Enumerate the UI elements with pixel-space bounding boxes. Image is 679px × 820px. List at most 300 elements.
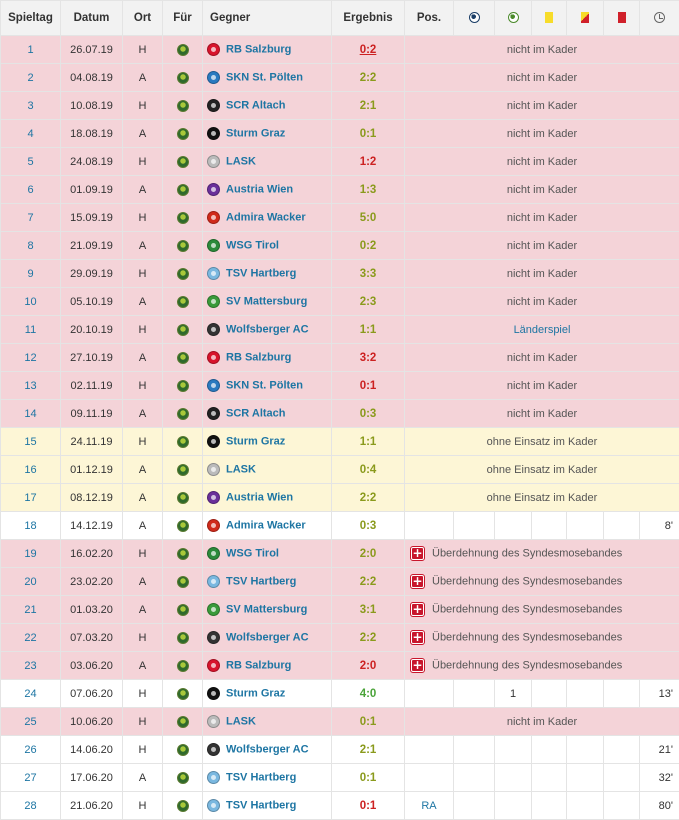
match-venue: H bbox=[123, 736, 163, 764]
match-date: 29.09.19 bbox=[61, 260, 123, 288]
opponent-crest-icon[interactable] bbox=[207, 155, 220, 168]
match-result-link[interactable]: 0:1 bbox=[359, 715, 377, 728]
opponent-cell bbox=[203, 372, 332, 400]
for-club-cell bbox=[163, 400, 203, 428]
col-for[interactable]: Für bbox=[163, 1, 203, 36]
rapid-wien-crest-icon[interactable] bbox=[177, 800, 189, 812]
matchday-link[interactable]: 24 bbox=[1, 680, 61, 708]
match-result-cell bbox=[332, 204, 405, 232]
match-result-cell bbox=[332, 288, 405, 316]
opponent-cell bbox=[203, 120, 332, 148]
rapid-wien-crest-icon[interactable] bbox=[177, 268, 189, 280]
position-cell: RA bbox=[405, 792, 454, 820]
injury-note bbox=[405, 624, 679, 652]
matchday-link[interactable]: 8 bbox=[1, 232, 61, 260]
table-row bbox=[1, 708, 679, 736]
match-result-link[interactable]: 1:2 bbox=[359, 155, 377, 168]
match-date: 16.02.20 bbox=[61, 540, 123, 568]
matchday-link[interactable]: 12 bbox=[1, 344, 61, 372]
matchday-link[interactable]: 23 bbox=[1, 652, 61, 680]
opponent-link[interactable]: RB Salzburg bbox=[226, 659, 292, 672]
col-assists[interactable] bbox=[495, 1, 532, 36]
match-result-link[interactable]: 1:1 bbox=[359, 323, 377, 336]
injury-note bbox=[405, 540, 679, 568]
opponent-crest-icon[interactable] bbox=[207, 99, 220, 112]
minutes-cell: 32' bbox=[640, 764, 679, 792]
matchday-link[interactable]: 11 bbox=[1, 316, 61, 344]
matchday-link[interactable]: 10 bbox=[1, 288, 61, 316]
injury-text: Überdehnung des Syndesmosebandes bbox=[432, 575, 623, 588]
opponent-link[interactable]: Austria Wien bbox=[226, 491, 294, 504]
col-matchday[interactable]: Spieltag bbox=[1, 1, 61, 36]
yellow-red-cards-cell bbox=[567, 764, 604, 792]
col-result[interactable]: Ergebnis bbox=[332, 1, 405, 36]
rapid-wien-crest-icon[interactable] bbox=[177, 464, 189, 476]
opponent-crest-icon[interactable] bbox=[207, 379, 220, 392]
assists-cell bbox=[495, 764, 532, 792]
opponent-crest-icon[interactable] bbox=[207, 211, 220, 224]
match-venue: H bbox=[123, 428, 163, 456]
squad-status-note: nicht im Kader bbox=[405, 120, 679, 148]
match-date: 17.06.20 bbox=[61, 764, 123, 792]
position-cell bbox=[405, 736, 454, 764]
opponent-cell bbox=[203, 764, 332, 792]
col-red[interactable] bbox=[604, 1, 640, 36]
opponent-cell bbox=[203, 288, 332, 316]
match-result-link[interactable]: 0:3 bbox=[359, 407, 377, 420]
opponent-crest-icon[interactable] bbox=[207, 603, 220, 616]
opponent-crest-icon[interactable] bbox=[207, 491, 220, 504]
rapid-wien-crest-icon[interactable] bbox=[177, 576, 189, 588]
table-row bbox=[1, 680, 679, 708]
match-venue: H bbox=[123, 92, 163, 120]
matchday-link[interactable]: 16 bbox=[1, 456, 61, 484]
yellow-red-card-icon bbox=[581, 12, 589, 23]
assists-cell: 1 bbox=[495, 680, 532, 708]
match-result-link[interactable]: 0:1 bbox=[359, 771, 377, 784]
opponent-link[interactable]: TSV Hartberg bbox=[226, 267, 297, 280]
rapid-wien-crest-icon[interactable] bbox=[177, 492, 189, 504]
match-date: 18.08.19 bbox=[61, 120, 123, 148]
assists-cell bbox=[495, 792, 532, 820]
match-result-link[interactable]: 0:1 bbox=[359, 379, 377, 392]
matchday-link[interactable]: 1 bbox=[1, 36, 61, 64]
matchday-link[interactable]: 17 bbox=[1, 484, 61, 512]
yellow-cards-cell bbox=[532, 764, 567, 792]
opponent-crest-icon[interactable] bbox=[207, 295, 220, 308]
opponent-cell bbox=[203, 680, 332, 708]
for-club-cell bbox=[163, 512, 203, 540]
opponent-link[interactable]: Wolfsberger AC bbox=[226, 323, 309, 336]
opponent-crest-icon[interactable] bbox=[207, 547, 220, 560]
match-result-link[interactable]: 2:2 bbox=[359, 71, 377, 84]
match-result-link[interactable]: 2:1 bbox=[359, 743, 377, 756]
match-result-link[interactable]: 3:2 bbox=[359, 351, 377, 364]
squad-status-note: nicht im Kader bbox=[405, 288, 679, 316]
for-club-cell bbox=[163, 176, 203, 204]
table-row bbox=[1, 512, 679, 540]
table-row bbox=[1, 120, 679, 148]
clock-icon bbox=[654, 12, 665, 23]
match-date: 23.02.20 bbox=[61, 568, 123, 596]
matchday-link[interactable]: 19 bbox=[1, 540, 61, 568]
opponent-crest-icon[interactable] bbox=[207, 435, 220, 448]
squad-status-note: nicht im Kader bbox=[405, 204, 679, 232]
opponent-link[interactable]: RB Salzburg bbox=[226, 43, 292, 56]
opponent-link[interactable]: LASK bbox=[226, 463, 256, 476]
rapid-wien-crest-icon[interactable] bbox=[177, 44, 189, 56]
rapid-wien-crest-icon[interactable] bbox=[177, 240, 189, 252]
match-result-cell bbox=[332, 540, 405, 568]
for-club-cell bbox=[163, 372, 203, 400]
for-club-cell bbox=[163, 92, 203, 120]
table-row bbox=[1, 92, 679, 120]
assists-cell bbox=[495, 512, 532, 540]
match-result-link[interactable]: 2:1 bbox=[359, 99, 377, 112]
opponent-link[interactable]: Wolfsberger AC bbox=[226, 743, 309, 756]
opponent-cell bbox=[203, 260, 332, 288]
rapid-wien-crest-icon[interactable] bbox=[177, 520, 189, 532]
opponent-cell bbox=[203, 652, 332, 680]
for-club-cell bbox=[163, 484, 203, 512]
match-result-cell bbox=[332, 92, 405, 120]
table-row bbox=[1, 204, 679, 232]
match-venue: A bbox=[123, 232, 163, 260]
table-row bbox=[1, 148, 679, 176]
table-row bbox=[1, 64, 679, 92]
col-date[interactable]: Datum bbox=[61, 1, 123, 36]
opponent-cell bbox=[203, 204, 332, 232]
squad-status-note: nicht im Kader bbox=[405, 92, 679, 120]
matchday-link[interactable]: 20 bbox=[1, 568, 61, 596]
opponent-cell bbox=[203, 512, 332, 540]
for-club-cell bbox=[163, 148, 203, 176]
rapid-wien-crest-icon[interactable] bbox=[177, 772, 189, 784]
match-result-cell bbox=[332, 624, 405, 652]
match-result-cell bbox=[332, 596, 405, 624]
matchday-link[interactable]: 2 bbox=[1, 64, 61, 92]
match-venue: A bbox=[123, 288, 163, 316]
match-result-cell bbox=[332, 64, 405, 92]
for-club-cell bbox=[163, 120, 203, 148]
match-result-link[interactable]: 0:3 bbox=[359, 519, 377, 532]
for-club-cell bbox=[163, 204, 203, 232]
match-date: 02.11.19 bbox=[61, 372, 123, 400]
assist-ball-icon bbox=[508, 12, 519, 23]
opponent-crest-icon[interactable] bbox=[207, 659, 220, 672]
table-row bbox=[1, 344, 679, 372]
opponent-crest-icon[interactable] bbox=[207, 463, 220, 476]
squad-status-note: nicht im Kader bbox=[405, 708, 679, 736]
match-date: 24.11.19 bbox=[61, 428, 123, 456]
opponent-crest-icon[interactable] bbox=[207, 799, 220, 812]
injury-icon bbox=[411, 631, 424, 644]
match-result-link[interactable]: 4:0 bbox=[359, 687, 377, 700]
match-date: 21.09.19 bbox=[61, 232, 123, 260]
opponent-link[interactable]: Sturm Graz bbox=[226, 687, 286, 700]
matchday-link[interactable]: 7 bbox=[1, 204, 61, 232]
injury-note bbox=[405, 596, 679, 624]
opponent-link[interactable]: Austria Wien bbox=[226, 183, 294, 196]
match-venue: H bbox=[123, 708, 163, 736]
opponent-crest-icon[interactable] bbox=[207, 323, 220, 336]
yellow-red-cards-cell bbox=[567, 680, 604, 708]
table-row bbox=[1, 652, 679, 680]
match-venue: A bbox=[123, 652, 163, 680]
opponent-crest-icon[interactable] bbox=[207, 519, 220, 532]
opponent-crest-icon[interactable] bbox=[207, 267, 220, 280]
rapid-wien-crest-icon[interactable] bbox=[177, 352, 189, 364]
injury-text: Überdehnung des Syndesmosebandes bbox=[432, 631, 623, 644]
squad-status-note: ohne Einsatz im Kader bbox=[405, 484, 679, 512]
goals-cell bbox=[454, 512, 495, 540]
match-venue: A bbox=[123, 456, 163, 484]
opponent-crest-icon[interactable] bbox=[207, 771, 220, 784]
rapid-wien-crest-icon[interactable] bbox=[177, 436, 189, 448]
opponent-crest-icon[interactable] bbox=[207, 715, 220, 728]
squad-status-note: nicht im Kader bbox=[405, 400, 679, 428]
match-result-link[interactable]: 2:2 bbox=[359, 575, 377, 588]
opponent-crest-icon[interactable] bbox=[207, 183, 220, 196]
match-date: 15.09.19 bbox=[61, 204, 123, 232]
col-opponent[interactable]: Gegner bbox=[203, 1, 332, 36]
opponent-link[interactable]: RB Salzburg bbox=[226, 351, 292, 364]
matchday-link[interactable]: 9 bbox=[1, 260, 61, 288]
rapid-wien-crest-icon[interactable] bbox=[177, 156, 189, 168]
match-result-cell bbox=[332, 568, 405, 596]
for-club-cell bbox=[163, 624, 203, 652]
squad-status-note: nicht im Kader bbox=[405, 372, 679, 400]
opponent-cell bbox=[203, 456, 332, 484]
position-cell bbox=[405, 512, 454, 540]
match-venue: A bbox=[123, 64, 163, 92]
matchday-link[interactable]: 14 bbox=[1, 400, 61, 428]
rapid-wien-crest-icon[interactable] bbox=[177, 212, 189, 224]
rapid-wien-crest-icon[interactable] bbox=[177, 604, 189, 616]
matchday-link[interactable]: 25 bbox=[1, 708, 61, 736]
for-club-cell bbox=[163, 232, 203, 260]
opponent-crest-icon[interactable] bbox=[207, 743, 220, 756]
for-club-cell bbox=[163, 792, 203, 820]
opponent-crest-icon[interactable] bbox=[207, 71, 220, 84]
match-result-link[interactable]: 3:3 bbox=[359, 267, 377, 280]
match-date: 07.03.20 bbox=[61, 624, 123, 652]
opponent-link[interactable]: Admira Wacker bbox=[226, 211, 306, 224]
match-venue: A bbox=[123, 512, 163, 540]
match-venue: H bbox=[123, 792, 163, 820]
matchday-link[interactable]: 6 bbox=[1, 176, 61, 204]
header-row bbox=[1, 1, 679, 36]
match-result-link[interactable]: 2:3 bbox=[359, 295, 377, 308]
opponent-link[interactable]: Sturm Graz bbox=[226, 127, 286, 140]
opponent-link[interactable]: SKN St. Pölten bbox=[226, 71, 304, 84]
squad-status-note: nicht im Kader bbox=[405, 232, 679, 260]
yellow-cards-cell bbox=[532, 680, 567, 708]
opponent-link[interactable]: WSG Tirol bbox=[226, 547, 279, 560]
red-card-icon bbox=[618, 12, 626, 23]
matchday-link[interactable]: 22 bbox=[1, 624, 61, 652]
opponent-link[interactable]: Sturm Graz bbox=[226, 435, 286, 448]
match-result-cell bbox=[332, 120, 405, 148]
opponent-cell bbox=[203, 176, 332, 204]
match-result-cell bbox=[332, 428, 405, 456]
match-result-link[interactable]: 0:2 bbox=[359, 43, 377, 56]
rapid-wien-crest-icon[interactable] bbox=[177, 716, 189, 728]
injury-text: Überdehnung des Syndesmosebandes bbox=[432, 603, 623, 616]
for-club-cell bbox=[163, 652, 203, 680]
opponent-crest-icon[interactable] bbox=[207, 687, 220, 700]
matchday-link[interactable]: 27 bbox=[1, 764, 61, 792]
opponent-link[interactable]: SKN St. Pölten bbox=[226, 379, 304, 392]
opponent-link[interactable]: LASK bbox=[226, 155, 256, 168]
match-result-cell bbox=[332, 316, 405, 344]
matchday-link[interactable]: 28 bbox=[1, 792, 61, 820]
match-venue: A bbox=[123, 344, 163, 372]
match-date: 04.08.19 bbox=[61, 64, 123, 92]
table-row bbox=[1, 400, 679, 428]
international-duty-link[interactable]: Länderspiel bbox=[405, 316, 679, 344]
squad-status-note: nicht im Kader bbox=[405, 148, 679, 176]
match-result-cell bbox=[332, 708, 405, 736]
opponent-link[interactable]: SV Mattersburg bbox=[226, 295, 308, 308]
matchday-link[interactable]: 3 bbox=[1, 92, 61, 120]
opponent-link[interactable]: SCR Altach bbox=[226, 99, 286, 112]
goal-ball-icon bbox=[469, 12, 480, 23]
col-venue[interactable]: Ort bbox=[123, 1, 163, 36]
rapid-wien-crest-icon[interactable] bbox=[177, 100, 189, 112]
match-venue: A bbox=[123, 400, 163, 428]
opponent-link[interactable]: Wolfsberger AC bbox=[226, 631, 309, 644]
match-date: 01.09.19 bbox=[61, 176, 123, 204]
matchday-link[interactable]: 13 bbox=[1, 372, 61, 400]
opponent-crest-icon[interactable] bbox=[207, 407, 220, 420]
opponent-cell bbox=[203, 344, 332, 372]
rapid-wien-crest-icon[interactable] bbox=[177, 324, 189, 336]
match-date: 27.10.19 bbox=[61, 344, 123, 372]
col-goals[interactable] bbox=[454, 1, 495, 36]
col-position[interactable]: Pos. bbox=[405, 1, 454, 36]
match-result-cell bbox=[332, 680, 405, 708]
rapid-wien-crest-icon[interactable] bbox=[177, 632, 189, 644]
match-result-link[interactable]: 0:4 bbox=[359, 463, 377, 476]
rapid-wien-crest-icon[interactable] bbox=[177, 380, 189, 392]
match-venue: H bbox=[123, 260, 163, 288]
table-row bbox=[1, 232, 679, 260]
rapid-wien-crest-icon[interactable] bbox=[177, 128, 189, 140]
for-club-cell bbox=[163, 764, 203, 792]
match-result-cell bbox=[332, 764, 405, 792]
opponent-cell bbox=[203, 708, 332, 736]
injury-text: Überdehnung des Syndesmosebandes bbox=[432, 547, 623, 560]
table-row bbox=[1, 764, 679, 792]
opponent-cell bbox=[203, 36, 332, 64]
red-cards-cell bbox=[604, 792, 640, 820]
opponent-crest-icon[interactable] bbox=[207, 127, 220, 140]
rapid-wien-crest-icon[interactable] bbox=[177, 184, 189, 196]
for-club-cell bbox=[163, 456, 203, 484]
goals-cell bbox=[454, 680, 495, 708]
match-date: 21.06.20 bbox=[61, 792, 123, 820]
squad-status-note: nicht im Kader bbox=[405, 64, 679, 92]
red-cards-cell bbox=[604, 680, 640, 708]
match-result-link[interactable]: 0:2 bbox=[359, 239, 377, 252]
match-result-link[interactable]: 0:1 bbox=[359, 127, 377, 140]
opponent-crest-icon[interactable] bbox=[207, 575, 220, 588]
matchday-link[interactable]: 5 bbox=[1, 148, 61, 176]
col-yellow[interactable] bbox=[532, 1, 567, 36]
match-result-cell bbox=[332, 652, 405, 680]
rapid-wien-crest-icon[interactable] bbox=[177, 548, 189, 560]
matchday-link[interactable]: 21 bbox=[1, 596, 61, 624]
match-venue: H bbox=[123, 36, 163, 64]
match-result-link[interactable]: 2:2 bbox=[359, 491, 377, 504]
rapid-wien-crest-icon[interactable] bbox=[177, 744, 189, 756]
match-result-link[interactable]: 2:2 bbox=[359, 631, 377, 644]
opponent-crest-icon[interactable] bbox=[207, 631, 220, 644]
opponent-crest-icon[interactable] bbox=[207, 239, 220, 252]
matchday-link[interactable]: 4 bbox=[1, 120, 61, 148]
rapid-wien-crest-icon[interactable] bbox=[177, 688, 189, 700]
table-row bbox=[1, 568, 679, 596]
match-result-link[interactable]: 1:1 bbox=[359, 435, 377, 448]
minutes-cell: 13' bbox=[640, 680, 679, 708]
match-result-cell bbox=[332, 232, 405, 260]
opponent-crest-icon[interactable] bbox=[207, 43, 220, 56]
opponent-cell bbox=[203, 232, 332, 260]
opponent-crest-icon[interactable] bbox=[207, 351, 220, 364]
opponent-link[interactable]: SV Mattersburg bbox=[226, 603, 308, 616]
match-venue: A bbox=[123, 176, 163, 204]
table-row bbox=[1, 176, 679, 204]
opponent-link[interactable]: Admira Wacker bbox=[226, 519, 306, 532]
matchday-link[interactable]: 18 bbox=[1, 512, 61, 540]
for-club-cell bbox=[163, 428, 203, 456]
match-result-link[interactable]: 2:0 bbox=[359, 659, 377, 672]
col-yellowred[interactable] bbox=[567, 1, 604, 36]
matchday-link[interactable]: 26 bbox=[1, 736, 61, 764]
opponent-link[interactable]: WSG Tirol bbox=[226, 239, 279, 252]
yellow-red-cards-cell bbox=[567, 792, 604, 820]
rapid-wien-crest-icon[interactable] bbox=[177, 408, 189, 420]
opponent-link[interactable]: LASK bbox=[226, 715, 256, 728]
col-minutes[interactable] bbox=[640, 1, 679, 36]
for-club-cell bbox=[163, 260, 203, 288]
match-result-link[interactable]: 0:1 bbox=[359, 799, 377, 812]
opponent-link[interactable]: SCR Altach bbox=[226, 407, 286, 420]
match-result-link[interactable]: 5:0 bbox=[359, 211, 377, 224]
rapid-wien-crest-icon[interactable] bbox=[177, 296, 189, 308]
rapid-wien-crest-icon[interactable] bbox=[177, 72, 189, 84]
match-venue: H bbox=[123, 148, 163, 176]
opponent-link[interactable]: TSV Hartberg bbox=[226, 575, 297, 588]
matchday-link[interactable]: 15 bbox=[1, 428, 61, 456]
rapid-wien-crest-icon[interactable] bbox=[177, 660, 189, 672]
opponent-cell bbox=[203, 568, 332, 596]
match-result-link[interactable]: 2:0 bbox=[359, 547, 377, 560]
squad-status-note: nicht im Kader bbox=[405, 36, 679, 64]
opponent-link[interactable]: TSV Hartberg bbox=[226, 771, 297, 784]
table-row bbox=[1, 372, 679, 400]
yellow-cards-cell bbox=[532, 792, 567, 820]
match-date: 01.03.20 bbox=[61, 596, 123, 624]
match-result-cell bbox=[332, 512, 405, 540]
match-date: 14.12.19 bbox=[61, 512, 123, 540]
match-result-link[interactable]: 3:1 bbox=[359, 603, 377, 616]
squad-status-note: nicht im Kader bbox=[405, 344, 679, 372]
opponent-link[interactable]: TSV Hartberg bbox=[226, 799, 297, 812]
match-result-link[interactable]: 1:3 bbox=[359, 183, 377, 196]
match-date: 07.06.20 bbox=[61, 680, 123, 708]
